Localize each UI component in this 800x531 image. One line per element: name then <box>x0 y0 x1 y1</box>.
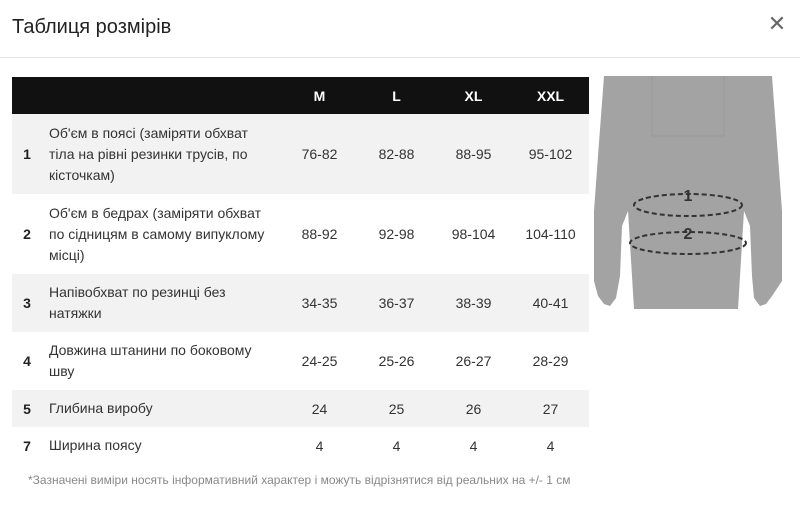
modal-header <box>0 0 800 58</box>
marker-2: 2 <box>683 226 693 243</box>
cell-m: 76-82 <box>301 146 338 162</box>
marker-1: 1 <box>683 188 693 205</box>
row-number: 2 <box>23 226 31 242</box>
cell-xl: 26-27 <box>455 353 492 369</box>
row-number: 1 <box>23 146 31 162</box>
size-table <box>12 77 589 464</box>
row-label: Ширина поясу <box>49 437 142 453</box>
header-description <box>38 77 281 114</box>
table-row <box>12 332 589 390</box>
cell-xxl: 104-110 <box>525 226 576 242</box>
row-label: Об'єм в бедрах (заміряти обхват по сідницям в самому випуклому місці) <box>49 204 265 263</box>
header-size-xl: XL <box>464 87 483 104</box>
body-measurement-figure <box>594 76 782 309</box>
cell-m: 88-92 <box>301 226 338 242</box>
body-silhouette-icon <box>594 76 782 309</box>
row-number: 7 <box>23 437 31 454</box>
row-number: 5 <box>23 400 31 417</box>
close-icon[interactable]: ✕ <box>767 12 787 37</box>
cell-xl: 88-95 <box>455 146 492 162</box>
row-number: 4 <box>23 353 31 369</box>
row-label: Об'єм в поясі (заміряти обхват тіла на рівні резинки трусів, по кісточкам) <box>49 124 248 183</box>
cell-m: 24 <box>311 400 328 417</box>
cell-l: 25-26 <box>378 353 415 369</box>
header-size-l: L <box>392 87 401 104</box>
cell-xxl: 40-41 <box>532 295 569 311</box>
row-label: Напівобхват по резинці без натяжки <box>49 284 226 321</box>
cell-m: 34-35 <box>301 295 338 311</box>
table-row <box>12 114 589 194</box>
cell-xxl: 4 <box>546 437 555 454</box>
cell-l: 4 <box>392 437 401 454</box>
table-row <box>12 390 589 427</box>
row-number: 3 <box>23 295 31 311</box>
table-row <box>12 194 589 274</box>
size-table-container <box>12 77 589 464</box>
cell-xl: 38-39 <box>455 295 492 311</box>
cell-l: 25 <box>388 400 405 417</box>
cell-xxl: 28-29 <box>532 353 569 369</box>
modal-title: Таблиця розмірів <box>12 16 172 38</box>
table-header-row <box>12 77 589 114</box>
table-row <box>12 427 589 464</box>
cell-m: 24-25 <box>301 353 338 369</box>
header-size-xxl: XXL <box>536 87 565 104</box>
footnote: *Зазначені виміри носять інформативний характер і можуть відрізнятися від реальних на +/- 1 см <box>28 473 571 487</box>
cell-l: 92-98 <box>378 226 415 242</box>
cell-m: 4 <box>315 437 324 454</box>
table-row <box>12 274 589 332</box>
cell-l: 82-88 <box>378 146 415 162</box>
header-size-m: M <box>313 87 326 104</box>
cell-xl: 98-104 <box>451 226 496 242</box>
cell-xl: 4 <box>469 437 478 454</box>
cell-l: 36-37 <box>378 295 415 311</box>
cell-xxl: 27 <box>542 400 559 417</box>
row-label: Довжина штанини по боковому шву <box>49 342 252 379</box>
header-num <box>12 77 38 114</box>
cell-xxl: 95-102 <box>528 146 573 162</box>
row-label: Глибина виробу <box>49 400 153 416</box>
cell-xl: 26 <box>465 400 482 417</box>
